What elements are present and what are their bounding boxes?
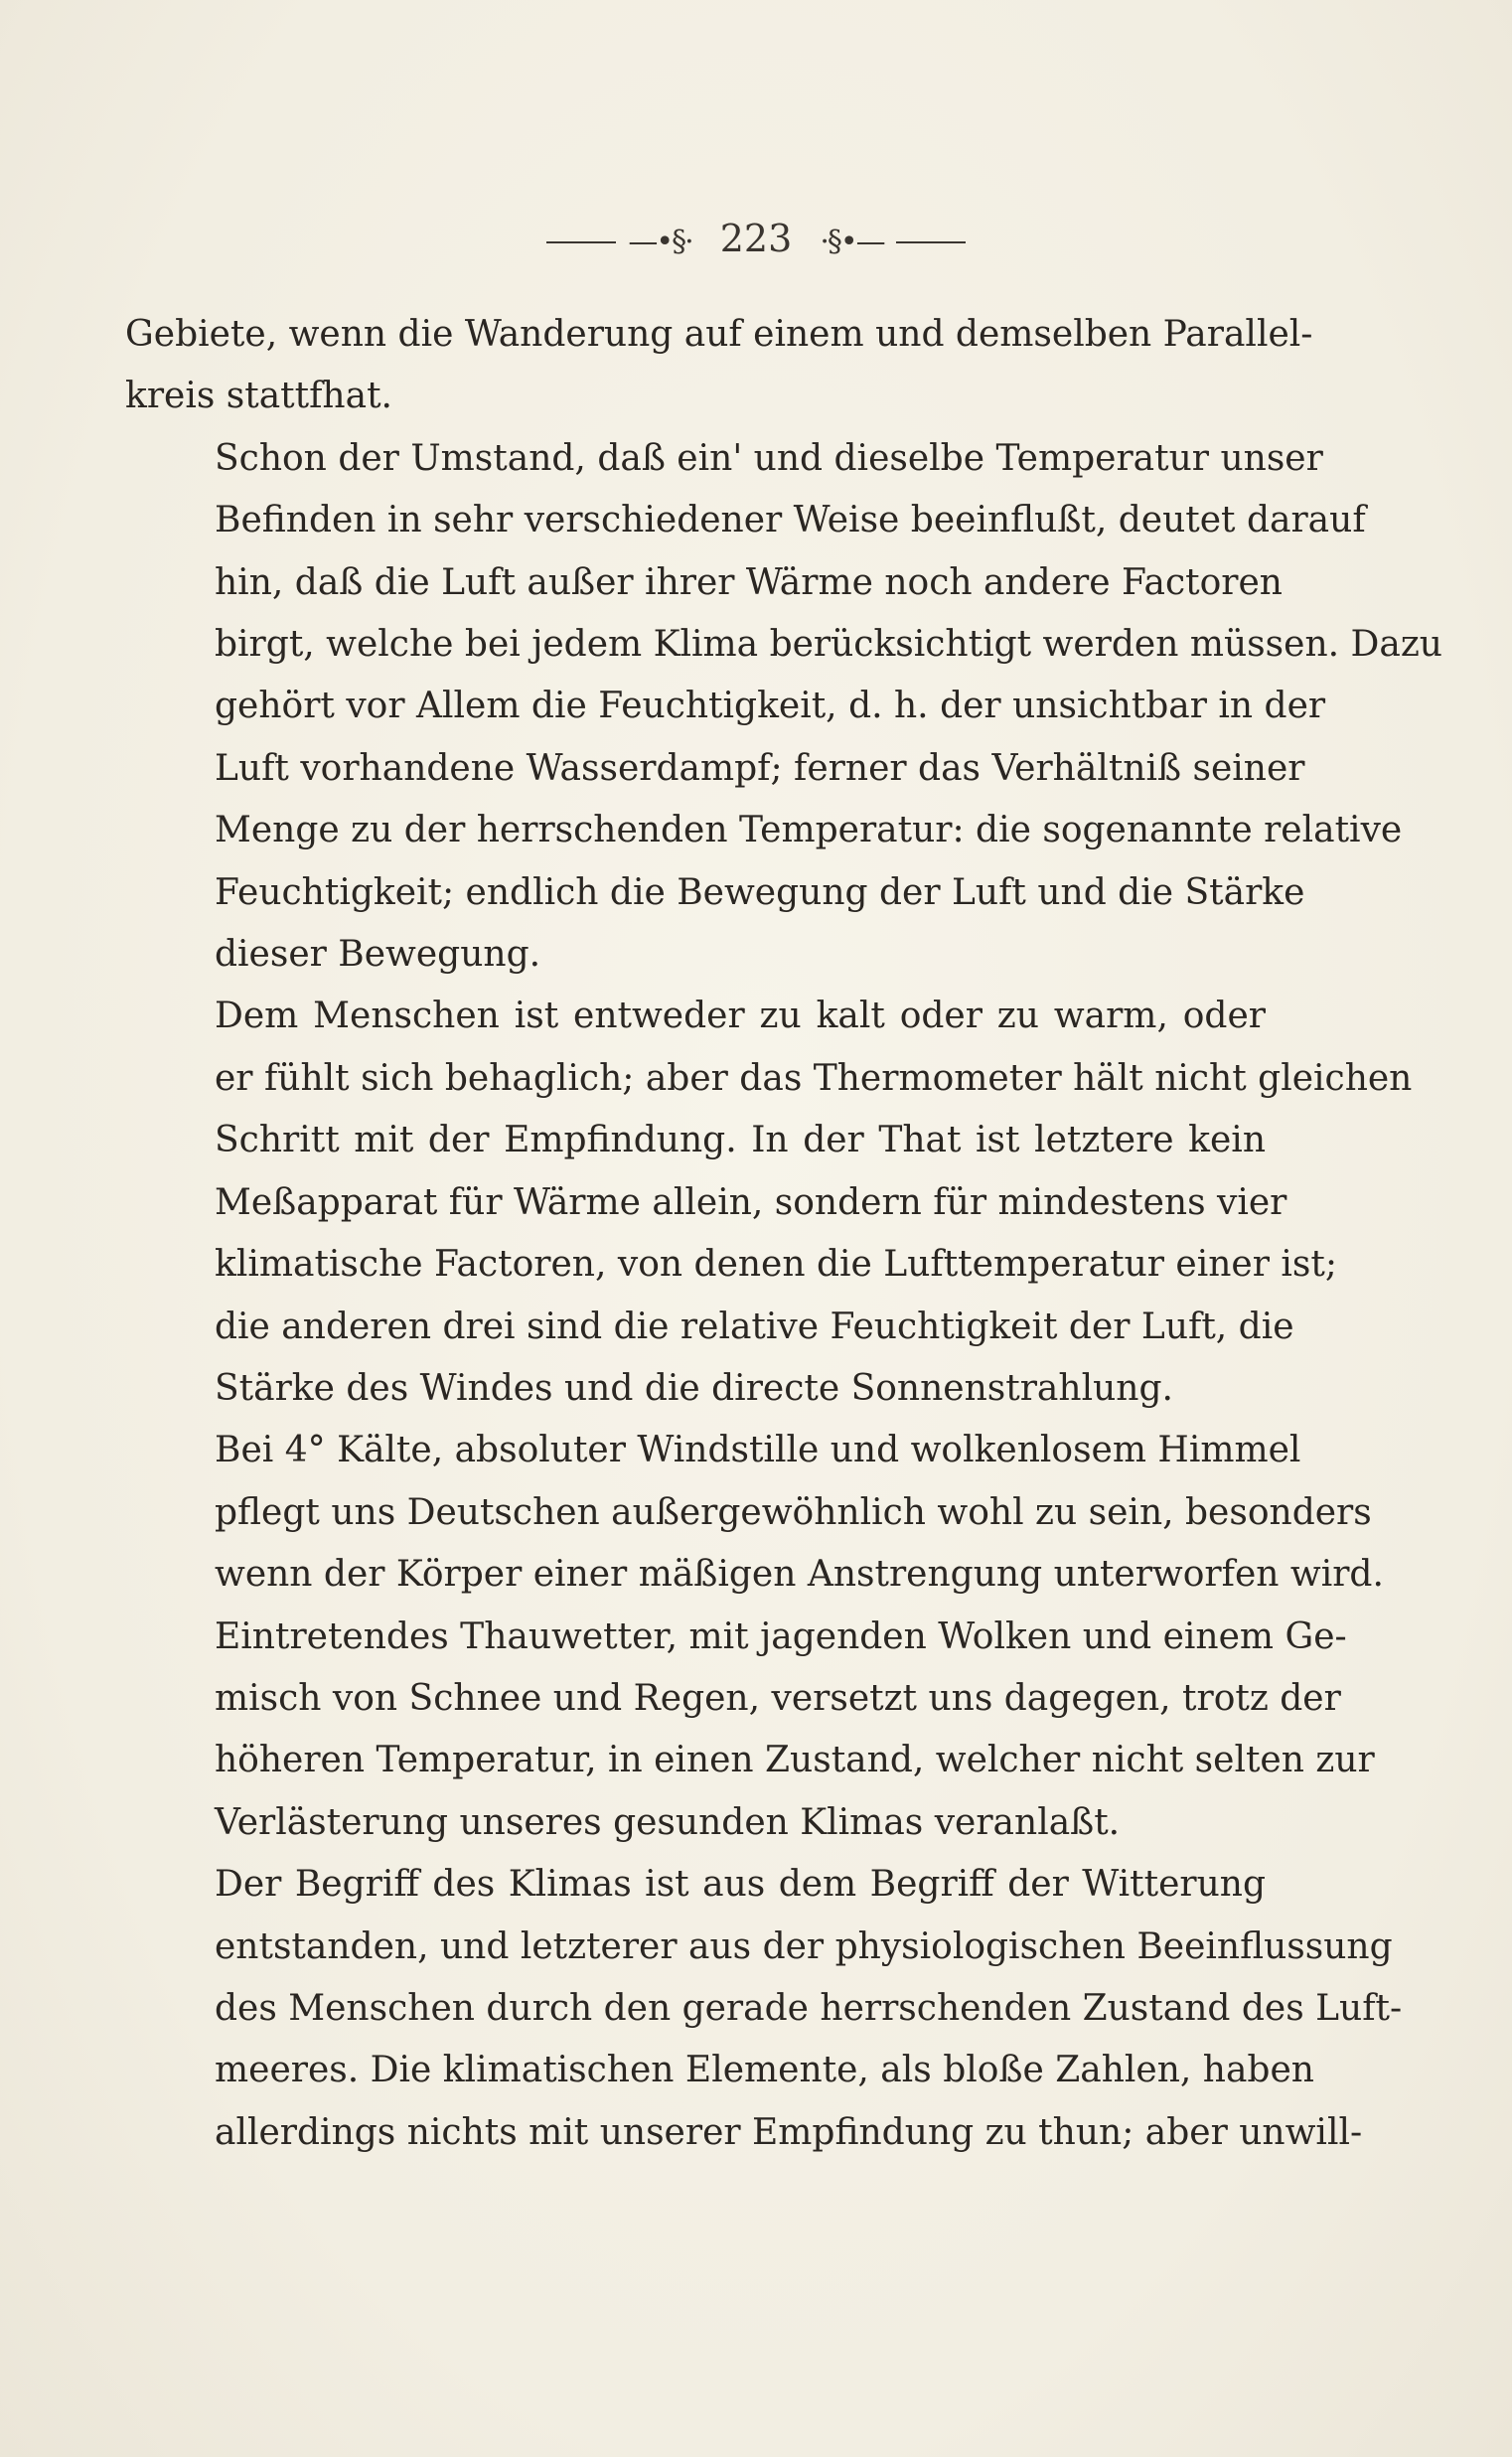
text-line: höheren Temperatur, in einen Zustand, welcher nicht selten zur (215, 1740, 1375, 1781)
body-text (125, 304, 1442, 2164)
text-line: Der Begriff des Klimas ist aus dem Begriff der Witterung (215, 1864, 1266, 1906)
text-line: Schon der Umstand, daß ein' und dieselbe Temperatur unser (215, 437, 1323, 479)
text-line: Befinden in sehr verschiedener Weise beeinflußt, deutet darauf (215, 500, 1366, 541)
paragraph (125, 304, 1313, 428)
text-line: des Menschen durch den gerade herrschenden Zustand des Luft- (215, 1987, 1403, 2029)
text-line: Menge zu der herrschenden Temperatur: die sogenannte relative (215, 810, 1403, 851)
paragraph (125, 1854, 1403, 2164)
running-header (0, 217, 1512, 260)
text-line: meeres. Die klimatischen Elemente, als bloße Zahlen, haben (215, 2050, 1314, 2091)
text-line: birgt, welche bei jedem Klima berücksichtigt werden müssen. Dazu (215, 624, 1442, 666)
paragraph (125, 1420, 1384, 1854)
text-line: Gebiete, wenn die Wanderung auf einem und demselben Parallel- (125, 314, 1313, 355)
text-line: pflegt uns Deutschen außergewöhnlich wohl zu sein, besonders (215, 1491, 1372, 1533)
text-line: Eintretendes Thauwetter, mit jagenden Wolken und einem Ge- (215, 1615, 1347, 1657)
header-rule-left (546, 241, 616, 243)
text-line: Feuchtigkeit; endlich die Bewegung der Luft und die Stärke (215, 871, 1305, 913)
text-line: gehört vor Allem die Feuchtigkeit, d. h. der unsichtbar in der (215, 686, 1326, 727)
text-line: hin, daß die Luft außer ihrer Wärme noch andere Factoren (215, 561, 1283, 603)
header-rule-right (896, 241, 966, 243)
text-line: Verlästerung unseres gesunden Klimas veranlaßt. (215, 1801, 1121, 1843)
text-line: Stärke des Windes und die directe Sonnenstrahlung. (215, 1367, 1173, 1409)
text-line: er fühlt sich behaglich; aber das Thermometer hält nicht gleichen (215, 1057, 1413, 1099)
paragraph (125, 986, 1413, 1420)
text-line: allerdings nichts mit unserer Empfindung zu thun; aber unwill- (215, 2111, 1363, 2153)
header-ornament-right: ·§•— (820, 225, 884, 259)
text-line: misch von Schnee und Regen, versetzt uns dagegen, trotz der (215, 1677, 1341, 1719)
text-line: Dem Menschen ist entweder zu kalt oder zu warm, oder (215, 996, 1266, 1037)
text-line: Schritt mit der Empfindung. In der That ist letztere kein (215, 1120, 1266, 1161)
page-number: 223 (719, 217, 793, 260)
text-line: dieser Bewegung. (215, 934, 541, 976)
header-ornament-left: —•§· (628, 225, 692, 259)
text-line: wenn der Körper einer mäßigen Anstrengung unterworfen wird. (215, 1554, 1384, 1596)
text-line: Meßapparat für Wärme allein, sondern für mindestens vier (215, 1181, 1287, 1223)
text-line: Bei 4° Kälte, absoluter Windstille und wolkenlosem Himmel (215, 1430, 1301, 1471)
text-line: kreis stattfhat. (125, 376, 392, 417)
text-line: Luft vorhandene Wasserdampf; ferner das Verhältniß seiner (215, 747, 1305, 789)
text-line: entstanden, und letzterer aus der physiologischen Beeinflussung (215, 1925, 1393, 1967)
paragraph (125, 428, 1442, 987)
text-line: die anderen drei sind die relative Feuchtigkeit der Luft, die (215, 1305, 1294, 1347)
text-line: klimatische Factoren, von denen die Lufttemperatur einer ist; (215, 1244, 1337, 1286)
